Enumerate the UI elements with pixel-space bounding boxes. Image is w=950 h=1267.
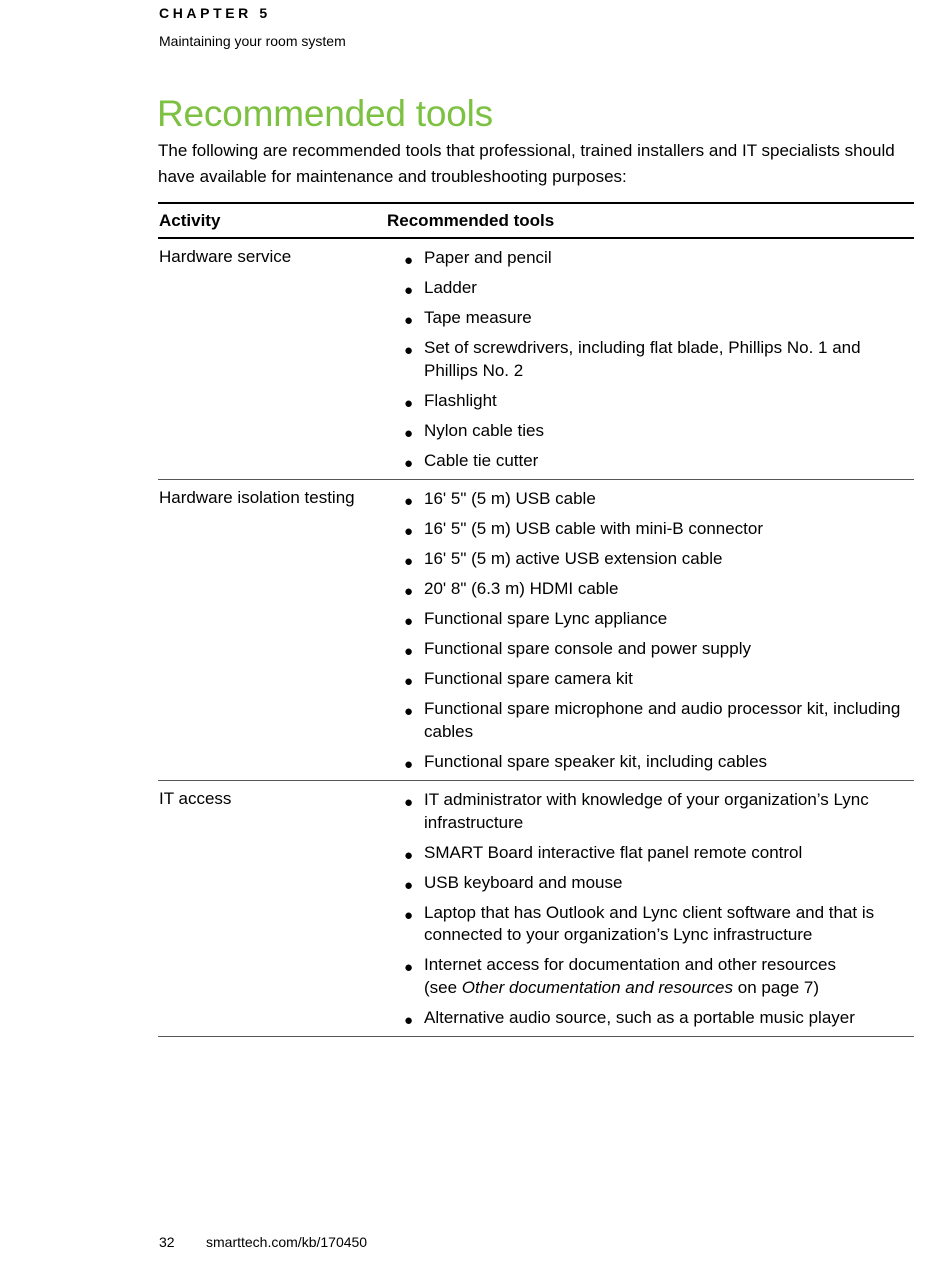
list-item bbox=[387, 578, 913, 601]
list-item bbox=[387, 247, 913, 270]
bullet-icon: ● bbox=[404, 959, 414, 976]
chapter-title: Maintaining your room system bbox=[159, 33, 346, 49]
tool-list bbox=[387, 488, 913, 773]
activity-cell: IT access bbox=[159, 789, 232, 808]
tool-list bbox=[387, 247, 913, 472]
bullet-icon: ● bbox=[404, 876, 414, 894]
activity-cell: Hardware service bbox=[159, 247, 292, 266]
activity-cell: Hardware isolation testing bbox=[159, 488, 355, 507]
table-row bbox=[158, 238, 914, 480]
tool-text: 16' 5" (5 m) USB cable bbox=[424, 489, 596, 508]
tools-cell bbox=[386, 480, 914, 781]
intro-paragraph: The following are recommended tools that professional, trained installers and IT specialists should have available for maintenance and troubleshooting purposes: bbox=[158, 141, 895, 186]
list-item bbox=[387, 1007, 913, 1030]
list-item bbox=[387, 872, 913, 895]
reference-suffix: on page 7) bbox=[733, 977, 820, 997]
column-header-tools: Recommended tools bbox=[387, 210, 555, 230]
recommended-tools-table bbox=[158, 202, 914, 1037]
reference-prefix: (see bbox=[424, 977, 462, 997]
tool-text: Functional spare console and power supply bbox=[424, 639, 751, 658]
tool-text: 16' 5" (5 m) USB cable with mini-B connector bbox=[424, 519, 764, 538]
list-item bbox=[387, 668, 913, 691]
column-header-activity: Activity bbox=[159, 210, 221, 230]
page-title: Recommended tools bbox=[157, 93, 493, 134]
list-item bbox=[387, 698, 913, 743]
tool-list bbox=[387, 789, 913, 1029]
tool-text: Set of screwdrivers, including flat blade, Phillips No. 1 and Phillips No. 2 bbox=[424, 338, 861, 380]
tool-text: Laptop that has Outlook and Lync client software and that is connected to your organization’s Lync infrastructure bbox=[424, 902, 875, 944]
tool-text: 16' 5" (5 m) active USB extension cable bbox=[424, 549, 723, 568]
bullet-icon: ● bbox=[404, 523, 414, 540]
tool-text: Cable tie cutter bbox=[424, 450, 539, 470]
tool-text: Tape measure bbox=[424, 308, 532, 327]
bullet-icon: ● bbox=[404, 493, 414, 510]
tool-text: Functional spare speaker kit, including cables bbox=[424, 751, 768, 771]
bullet-icon: ● bbox=[404, 394, 414, 412]
bullet-icon: ● bbox=[404, 846, 414, 864]
tool-text: Alternative audio source, such as a portable music player bbox=[424, 1007, 855, 1027]
tool-text: Functional spare camera kit bbox=[424, 669, 633, 688]
bullet-icon: ● bbox=[404, 1011, 414, 1029]
table-row bbox=[158, 781, 914, 1037]
tool-text: Nylon cable ties bbox=[424, 420, 545, 440]
tool-text: Flashlight bbox=[424, 390, 497, 410]
list-item bbox=[387, 954, 913, 999]
list-item bbox=[387, 548, 913, 571]
list-item bbox=[387, 420, 913, 443]
list-item bbox=[387, 307, 913, 330]
tool-text: Ladder bbox=[424, 278, 477, 297]
bullet-icon: ● bbox=[404, 342, 414, 359]
list-item bbox=[387, 789, 913, 834]
bullet-icon: ● bbox=[404, 613, 414, 630]
list-item bbox=[387, 751, 913, 774]
list-item bbox=[387, 608, 913, 631]
tool-text: Paper and pencil bbox=[424, 248, 552, 267]
bullet-icon: ● bbox=[404, 673, 414, 690]
page-number: 32 bbox=[159, 1234, 175, 1250]
bullet-icon: ● bbox=[404, 583, 414, 600]
cross-reference-link[interactable]: Other documentation and resources bbox=[461, 977, 734, 997]
tools-cell bbox=[386, 238, 914, 480]
tool-text: 20' 8" (6.3 m) HDMI cable bbox=[424, 579, 619, 598]
bullet-icon: ● bbox=[404, 643, 414, 660]
tool-text: Functional spare microphone and audio processor kit, including cables bbox=[424, 699, 901, 741]
table-header-row bbox=[158, 203, 914, 238]
tool-text: SMART Board interactive flat panel remote control bbox=[424, 842, 803, 862]
list-item bbox=[387, 337, 913, 382]
list-item bbox=[387, 518, 913, 541]
chapter-label: CHAPTER 5 bbox=[159, 5, 271, 21]
bullet-icon: ● bbox=[404, 424, 414, 442]
list-item bbox=[387, 390, 913, 413]
footer-url[interactable]: smarttech.com/kb/170450 bbox=[206, 1234, 368, 1250]
list-item bbox=[387, 450, 913, 473]
bullet-icon: ● bbox=[404, 252, 414, 269]
tool-text: USB keyboard and mouse bbox=[424, 872, 623, 892]
tool-text: Internet access for documentation and other resources bbox=[424, 955, 837, 974]
table-row bbox=[158, 480, 914, 781]
bullet-icon: ● bbox=[404, 454, 414, 472]
list-item bbox=[387, 638, 913, 661]
bullet-icon: ● bbox=[404, 282, 414, 299]
bullet-icon: ● bbox=[404, 794, 414, 811]
bullet-icon: ● bbox=[404, 553, 414, 570]
bullet-icon: ● bbox=[404, 755, 414, 773]
tool-text: Functional spare Lync appliance bbox=[424, 609, 668, 628]
list-item bbox=[387, 842, 913, 865]
list-item bbox=[387, 902, 913, 947]
list-item bbox=[387, 277, 913, 300]
tool-text: IT administrator with knowledge of your organization’s Lync infrastructure bbox=[424, 790, 869, 832]
list-item bbox=[387, 488, 913, 511]
bullet-icon: ● bbox=[404, 703, 414, 720]
bullet-icon: ● bbox=[404, 906, 414, 924]
tools-cell bbox=[386, 781, 914, 1037]
bullet-icon: ● bbox=[404, 312, 414, 329]
